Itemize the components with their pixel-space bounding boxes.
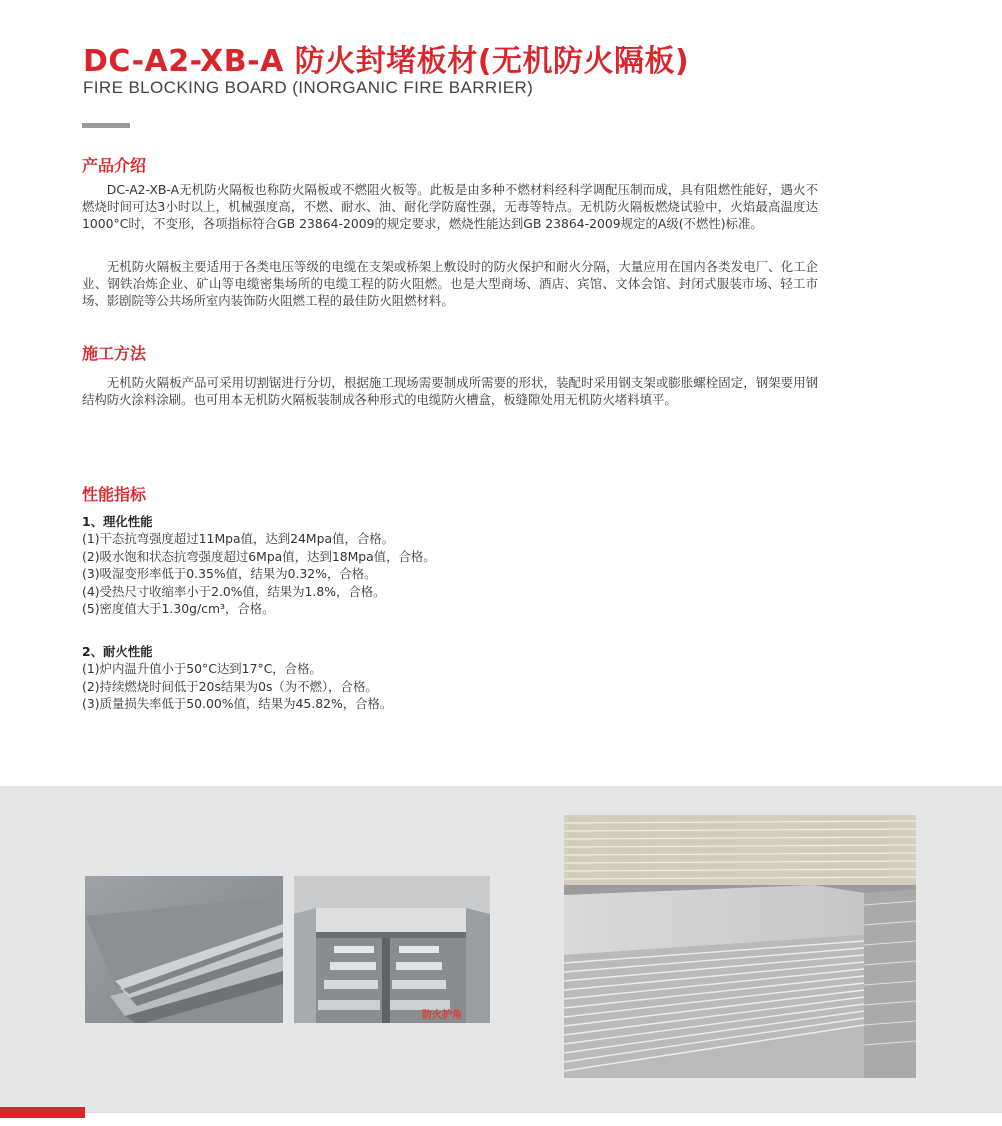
- performance-heading: 性能指标: [82, 485, 147, 504]
- angle-board-photo: [85, 876, 283, 1023]
- physical-properties: [82, 513, 802, 617]
- list-item: (1)干态抗弯强度超过11Mpa值，达到24Mpa值，合格。: [82, 531, 395, 547]
- list-item: (2)持续燃烧时间低于20s结果为0s（为不燃），合格。: [82, 678, 378, 694]
- construction-paragraph: 无机防火隔板产品可采用切割锯进行分切，根据施工现场需要制成所需要的形状，装配时采用钢支架或膨胀螺栓固定，钢架要用钢结构防火涂料涂刷。也可用本无机防火隔板装制成各种形式的电缆防火槽盒，板缝隙处用无机防火堵料填平。: [82, 375, 818, 407]
- physical-properties-title: 1、理化性能: [82, 514, 153, 529]
- page-subtitle: FIRE BLOCKING BOARD (INORGANIC FIRE BARRIER): [83, 78, 534, 97]
- intro-paragraph-1: DC-A2-XB-A无机防火隔板也称防火隔板或不燃阻火板等。此板是由多种不燃材料经科学调配压制而成，具有阻燃性能好，遇火不燃烧时间可达3小时以上，机械强度高，不燃、耐水、油、耐化学防腐性强，无毒等特点。无机防火隔板燃烧试验中，火焰最高温度达1000°C时，不变形，各项指标符合GB 23864-2009的规定要求，燃烧性能达到GB 23864-2009规定的A级(不燃性)标准。: [82, 182, 818, 231]
- footer-line: [85, 1112, 1002, 1113]
- fire-corner-caption: 防火护角: [422, 1010, 462, 1021]
- title-divider: [82, 123, 130, 128]
- list-item: (3)质量损失率低于50.00%值，结果为45.82%，合格。: [82, 696, 393, 712]
- list-item: (3)吸湿变形率低于0.35%值，结果为0.32%，合格。: [82, 566, 377, 582]
- fire-properties: [82, 643, 802, 713]
- list-item: (2)吸水饱和状态抗弯强度超过6Mpa值，达到18Mpa值，合格。: [82, 548, 436, 564]
- list-item: (1)炉内温升值小于50°C达到17°C，合格。: [82, 661, 322, 677]
- fire-properties-title: 2、耐火性能: [82, 644, 153, 659]
- footer-accent-bar: [0, 1107, 85, 1118]
- installation-photo: [294, 876, 490, 1023]
- list-item: (5)密度值大于1.30g/cm³，合格。: [82, 601, 275, 617]
- intro-paragraph-2: 无机防火隔板主要适用于各类电压等级的电缆在支架或桥架上敷设时的防火保护和耐火分隔，大量应用在国内各类发电厂、化工企业、钢铁冶炼企业、矿山等电缆密集场所的电缆工程的防火阻燃。也是大型商场、酒店、宾馆、文体会馆、封闭式服装市场、轻工市场、影剧院等公共场所室内装饰防火阻燃工程的最佳防火阻燃材料。: [82, 259, 818, 308]
- intro-heading: 产品介绍: [82, 156, 147, 175]
- stacked-boards-photo: [564, 815, 916, 1078]
- construction-heading: 施工方法: [82, 344, 147, 363]
- page-title: DC-A2-XB-A 防火封堵板材(无机防火隔板): [83, 44, 690, 79]
- list-item: (4)受热尺寸收缩率小于2.0%值，结果为1.8%，合格。: [82, 583, 386, 599]
